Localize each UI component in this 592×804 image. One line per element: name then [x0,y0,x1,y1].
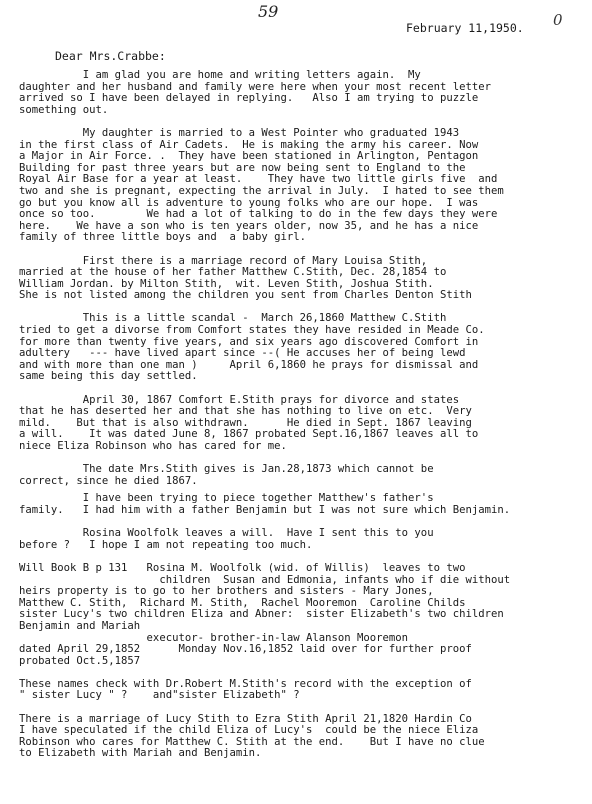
text-line: sister Lucy's two children Eliza and Abner: sister Elizabeth's two children [19,608,504,621]
text-line: dated April 29,1852 Monday Nov.16,1852 laid over for further proof [19,643,472,656]
paragraph [19,70,589,116]
text-line: before ? I hope I am not repeating too much. [19,538,313,551]
text-line: in the first class of Air Cadets. He is making the army his career. Now [19,138,479,151]
letter-body [19,70,589,760]
text-line: same being this day settled. [19,370,198,383]
text-line: here. We have a son who is ten years older, now 35, and he has a nice [19,219,479,232]
text-line: Building for past three years but are now being sent to England to the [19,161,466,174]
paragraph [19,563,589,667]
text-line: My daughter is married to a West Pointer who graduated 1943 [19,126,460,139]
paragraph [19,679,589,702]
text-line: These names check with Dr.Robert M.Stith's record with the exception of [19,677,472,690]
salutation: Dear Mrs.Crabbe: [55,49,166,63]
paragraph-spacer [19,702,589,714]
text-line: " sister Lucy " ? and"sister Elizabeth" ? [19,689,300,702]
text-line: a will. It was dated June 8, 1867 probated Sept.16,1867 leaves all to [19,428,479,441]
text-line: family of three little boys and a baby girl. [19,231,307,244]
text-line: probated Oct.5,1857 [19,654,141,667]
text-line: once so too. We had a lot of talking to do in the few days they were [19,208,498,221]
paragraph [19,313,589,383]
text-line: two and she is pregnant, expecting the arrival in July. I hated to see them [19,184,504,197]
paragraph [19,256,589,302]
text-line: First there is a marriage record of Mary Louisa Stith, [19,254,428,267]
text-line: The date Mrs.Stith gives is Jan.28,1873 which cannot be [19,463,434,476]
letter-date: February 11,1950. [406,21,524,35]
text-line: go but you know all is adventure to young folks who are our hope. I was [19,196,479,209]
paragraph [19,528,589,551]
text-line: mild. But that is also withdrawn. He died in Sept. 1867 leaving [19,416,472,429]
text-line: I have speculated if the child Eliza of Lucy's could be the niece Eliza [19,724,479,737]
text-line: Robinson who cares for Matthew C. Stith at the end. But I have no clue [19,735,485,748]
text-line: This is a little scandal - March 26,1860 Matthew C.Stith [19,312,447,325]
paragraph-spacer [19,383,589,395]
page-number: 59 [258,2,279,21]
text-line: Matthew C. Stith, Richard M. Stith, Rachel Mooremon Caroline Childs [19,596,466,609]
paragraph [19,464,589,487]
text-line: that he has deserted her and that she has nothing to live on etc. Very [19,405,472,418]
text-line: family. I had him with a father Benjamin but I was not sure which Benjamin. [19,503,511,516]
text-line: Rosina Woolfolk leaves a will. Have I sent this to you [19,527,434,540]
text-line: something out. [19,103,109,116]
text-line: April 30, 1867 Comfort E.Stith prays for divorce and states [19,393,460,406]
text-line: daughter and her husband and family were here when your most recent letter [19,80,491,93]
text-line: Royal Air Base for a year at least. They have two little girls five and [19,173,498,186]
text-line: There is a marriage of Lucy Stith to Ezra Stith April 21,1820 Hardin Co [19,712,472,725]
text-line: heirs property is to go to her brothers and sisters - Mary Jones, [19,585,434,598]
text-line: arrived so I have been delayed in replying. Also I am trying to puzzle [19,92,479,105]
paragraph [19,493,589,516]
paragraph [19,714,589,760]
text-line: I am glad you are home and writing letters again. My [19,69,421,81]
text-line: William Jordan. by Milton Stith, wit. Leven Stith, Joshua Stith. [19,277,434,290]
text-line: a Major in Air Force. . They have been stationed in Arlington, Pentagon [19,150,479,163]
text-line: married at the house of her father Matthew C.Stith, Dec. 28,1854 to [19,266,447,279]
text-line: children Susan and Edmonia, infants who if die without [19,573,511,586]
handwritten-mark: 0 [553,11,563,29]
text-line: for more than twenty five years, and six years ago discovered Comfort in [19,335,479,348]
text-line: tried to get a divorse from Comfort states they have resided in Meade Co. [19,324,485,337]
paragraph-spacer [19,244,589,256]
text-line: executor- brother-in-law Alanson Mooremon [19,631,409,644]
text-line: niece Eliza Robinson who has cared for me. [19,440,287,452]
paragraph [19,395,589,453]
text-line: correct, since he died 1867. [19,474,198,487]
text-line: Benjamin and Mariah [19,619,141,632]
text-line: She is not listed among the children you sent from Charles Denton Stith [19,289,472,302]
paragraph [19,128,589,244]
text-line: I have been trying to piece together Matthew's father's [19,492,434,505]
text-line: adultery --- have lived apart since --( He accuses her of being lewd [19,347,466,360]
text-line: and with more than one man ) April 6,1860 he prays for dismissal and [19,358,479,371]
text-line: to Elizabeth with Mariah and Benjamin. [19,747,262,760]
text-line: Will Book B p 131 Rosina M. Woolfolk (wid. of Willis) leaves to two [19,561,466,574]
